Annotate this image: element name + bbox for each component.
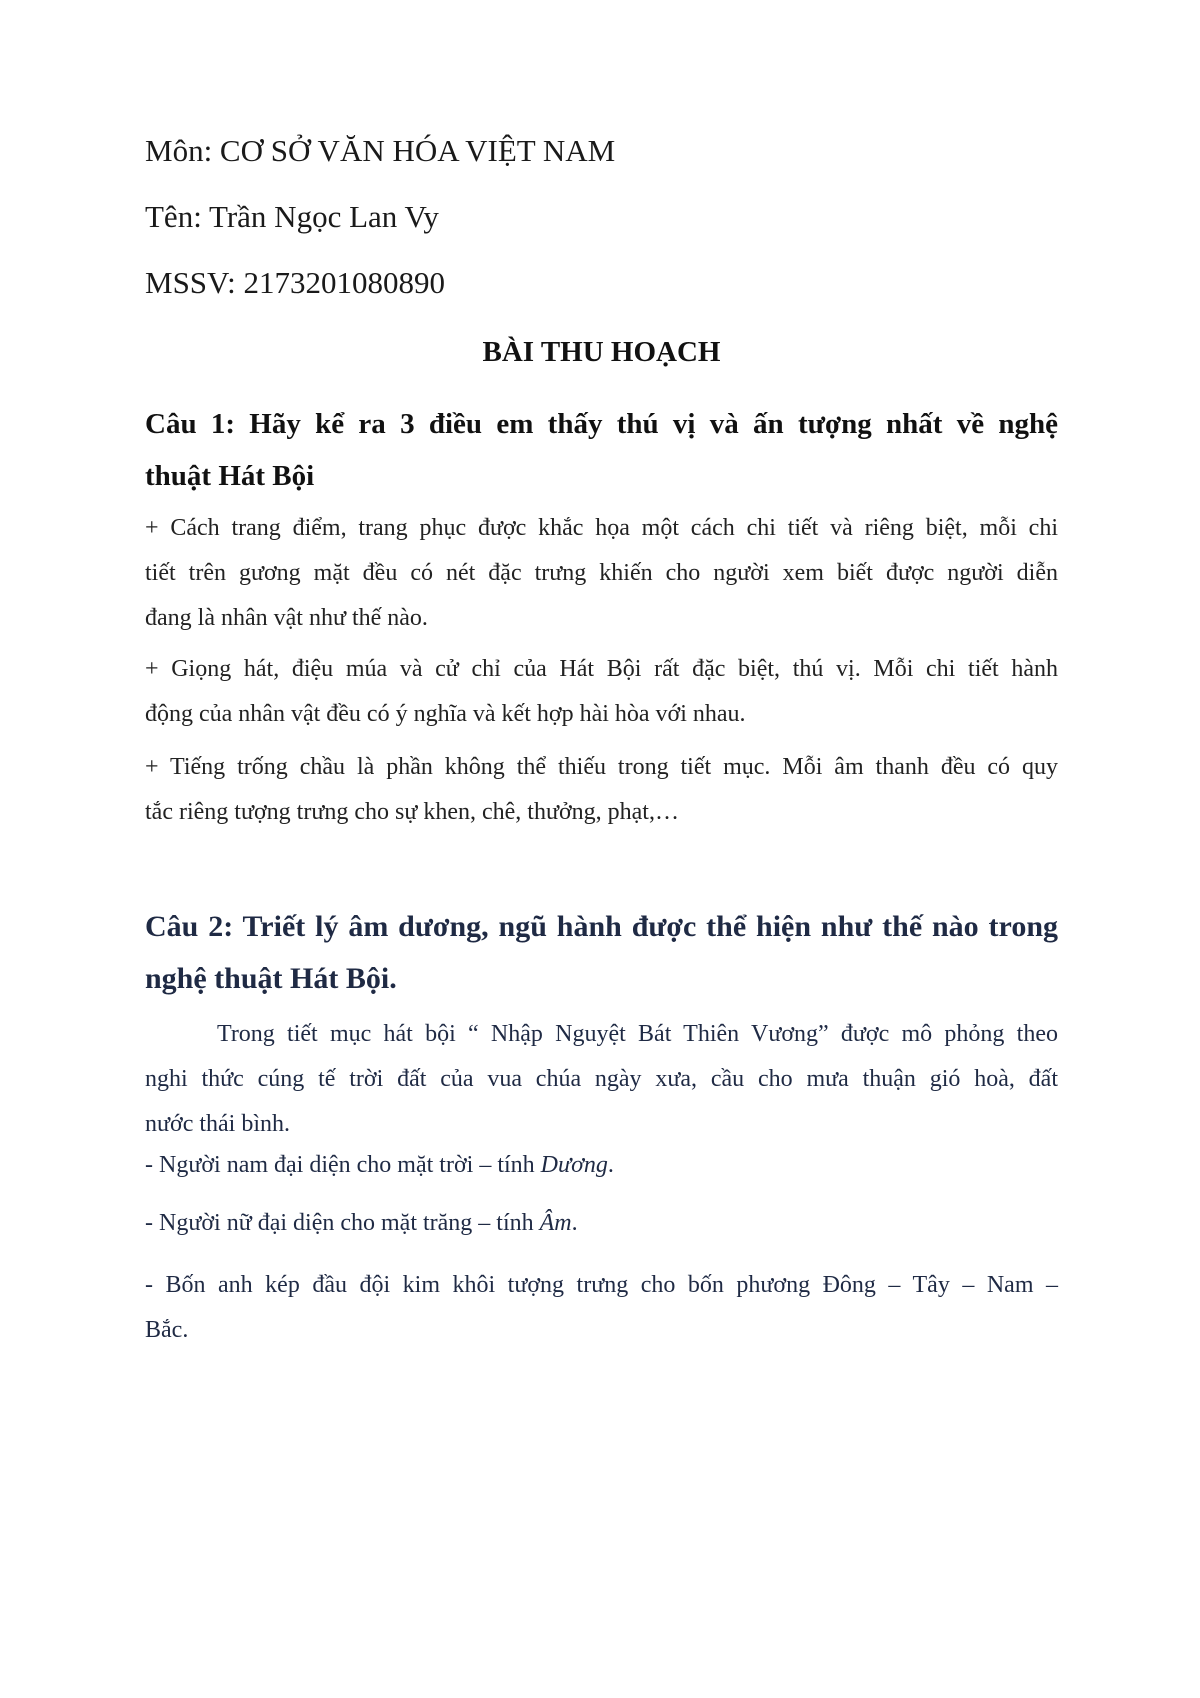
four-directions-line1: - Bốn anh kép đầu đội kim khôi tượng trưng cho bốn phương Đông – Tây – Nam –: [145, 1272, 1058, 1298]
student-name-line: Tên: Trần Ngọc Lan Vy: [145, 199, 439, 234]
answer2-line: + Giọng hát, điệu múa và cử chỉ của Hát Bội rất đặc biệt, thú vị. Mỗi chi tiết hành: [145, 656, 1058, 682]
question1-answer-2: [145, 647, 1058, 737]
answer1-line: + Cách trang điểm, trang phục được khắc họa một cách chi tiết và riêng biệt, mỗi chi: [145, 515, 1058, 541]
question2-heading-line2: nghệ thuật Hát Bội.: [145, 962, 397, 995]
yin-period: .: [571, 1210, 578, 1236]
yang-bullet: [145, 1152, 614, 1179]
answer3-line: + Tiếng trống chầu là phần không thể thiếu trong tiết mục. Mỗi âm thanh đều có quy: [145, 754, 1058, 780]
page-title: BÀI THU HOẠCH: [482, 336, 721, 368]
answer1-line: tiết trên gương mặt đều có nét đặc trưng khiến cho người xem biết được người diễn: [145, 560, 1058, 586]
yin-bullet: [145, 1210, 578, 1237]
yang-term: Dương: [540, 1152, 608, 1178]
student-id-line: MSSV: 2173201080890: [145, 265, 445, 300]
intro-line: nghi thức cúng tế trời đất của vua chúa ngày xưa, cầu cho mưa thuận gió hoà, đất: [145, 1066, 1058, 1092]
intro-line: Trong tiết mục hát bội “ Nhập Nguyệt Bát Thiên Vương” được mô phỏng theo: [217, 1021, 1058, 1047]
yang-bullet-text: - Người nam đại diện cho mặt trời – tính: [145, 1152, 541, 1178]
question1-answer-1: [145, 506, 1058, 641]
answer3-line: tắc riêng tượng trưng cho sự khen, chê, thưởng, phạt,…: [145, 799, 679, 825]
question2-intro: [145, 1012, 1058, 1147]
yin-bullet-text: - Người nữ đại diện cho mặt trăng – tính: [145, 1210, 540, 1236]
subject-line: Môn: CƠ SỞ VĂN HÓA VIỆT NAM: [145, 133, 616, 168]
question2-heading: [145, 901, 1058, 1005]
yin-term: Âm: [539, 1210, 572, 1236]
intro-line: nước thái bình.: [145, 1111, 291, 1137]
four-directions-bullet: [145, 1263, 1058, 1353]
four-directions-line2: Bắc.: [145, 1317, 189, 1343]
answer1-line: đang là nhân vật như thế nào.: [145, 605, 428, 631]
question1-heading-line2: thuật Hát Bội: [145, 460, 315, 492]
answer2-line: động của nhân vật đều có ý nghĩa và kết hợp hài hòa với nhau.: [145, 701, 746, 727]
question1-answer-3: [145, 745, 1058, 835]
yang-period: .: [607, 1152, 614, 1178]
question1-heading-line1: Câu 1: Hãy kể ra 3 điều em thấy thú vị và ấn tượng nhất về nghệ: [145, 408, 1058, 440]
question1-heading: [145, 398, 1058, 502]
question2-heading-line1: Câu 2: Triết lý âm dương, ngũ hành được thể hiện như thế nào trong: [145, 910, 1058, 943]
